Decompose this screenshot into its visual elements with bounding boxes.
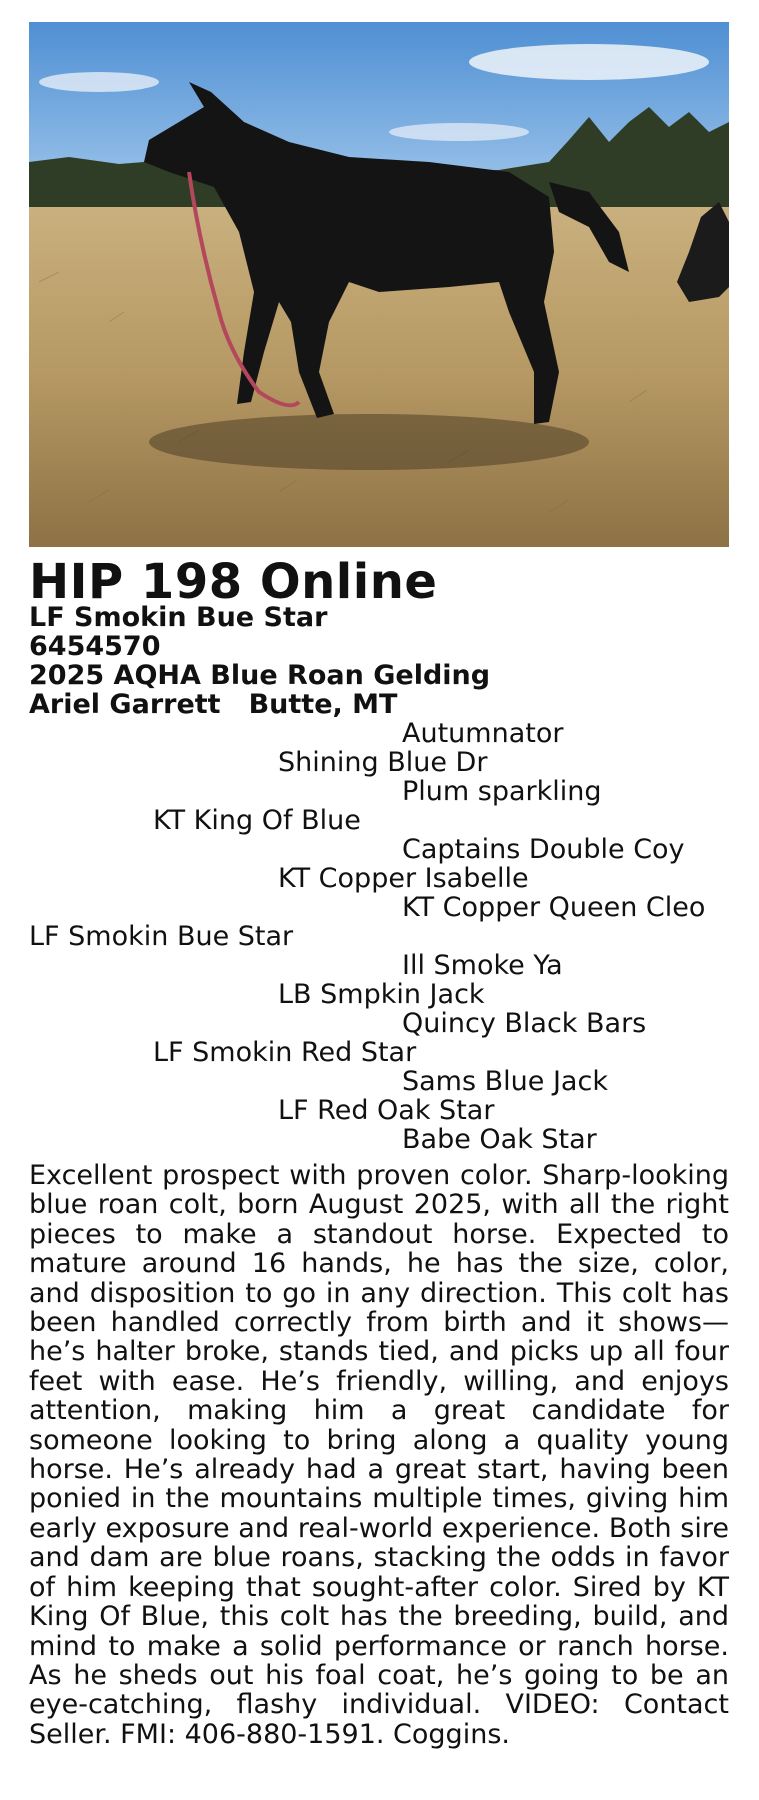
breed-description: 2025 AQHA Blue Roan Gelding (29, 660, 491, 691)
horse-description: Excellent prospect with proven color. Sharp-looking blue roan colt, born August 2025, with all the right pieces to make a standout horse. Expected to mature around 16 hands, he has the size, color, and disposition to go in any direction. This colt has been handled correctly from birth and it shows—he’s halter broke, stands tied, and picks up all four feet with ease. He’s friendly, willing, and enjoys attention, making him a great candidate for someone looking to bring along a quality young horse. He’s already had a great start, having been ponied in the mountains multiple times, giving him early exposure and real-world experience. Both sire and dam are blue roans, stacking the odds in favor of him keeping that sought-after color. Sired by KT King Of Blue, this colt has the breeding, build, and mind to make a solid performance or ranch horse. As he sheds out his foal coat, he’s going to be an eye-catching, flashy individual. VIDEO: Contact Seller. FMI: 406-880-1591. Coggins. (29, 1160, 729, 1750)
pedigree-sire-sire-dam: Plum sparkling (402, 776, 602, 807)
pedigree-sire-dam-sire: Captains Double Coy (402, 834, 685, 865)
pedigree-sire-sire: Shining Blue Dr (278, 747, 488, 778)
pedigree-dam-dam-sire: Sams Blue Jack (402, 1066, 608, 1097)
pedigree-dam-sire: LB Smpkin Jack (278, 979, 485, 1010)
pedigree-dam: LF Smokin Red Star (153, 1037, 417, 1068)
owner-name: Ariel Garrett (29, 689, 221, 720)
horse-name: LF Smokin Bue Star (29, 602, 328, 633)
owner-line (29, 690, 397, 720)
horse-photo-illustration (29, 22, 729, 547)
pedigree-sire-dam-dam: KT Copper Queen Cleo (402, 892, 706, 923)
pedigree-dam-dam-dam: Babe Oak Star (402, 1124, 597, 1155)
pedigree-sire-sire-sire: Autumnator (402, 718, 564, 749)
pedigree-subject: LF Smokin Bue Star (29, 921, 294, 952)
hip-line: HIP 198 Online (29, 554, 438, 610)
pedigree-dam-dam: LF Red Oak Star (278, 1095, 495, 1126)
pedigree-dam-sire-dam: Quincy Black Bars (402, 1008, 647, 1039)
owner-location: Butte, MT (248, 689, 398, 720)
registration-number: 6454570 (29, 631, 161, 662)
horse-photo (29, 22, 729, 547)
pedigree-sire-dam: KT Copper Isabelle (278, 863, 529, 894)
pedigree-dam-sire-sire: Ill Smoke Ya (402, 950, 563, 981)
pedigree-sire: KT King Of Blue (153, 805, 361, 836)
